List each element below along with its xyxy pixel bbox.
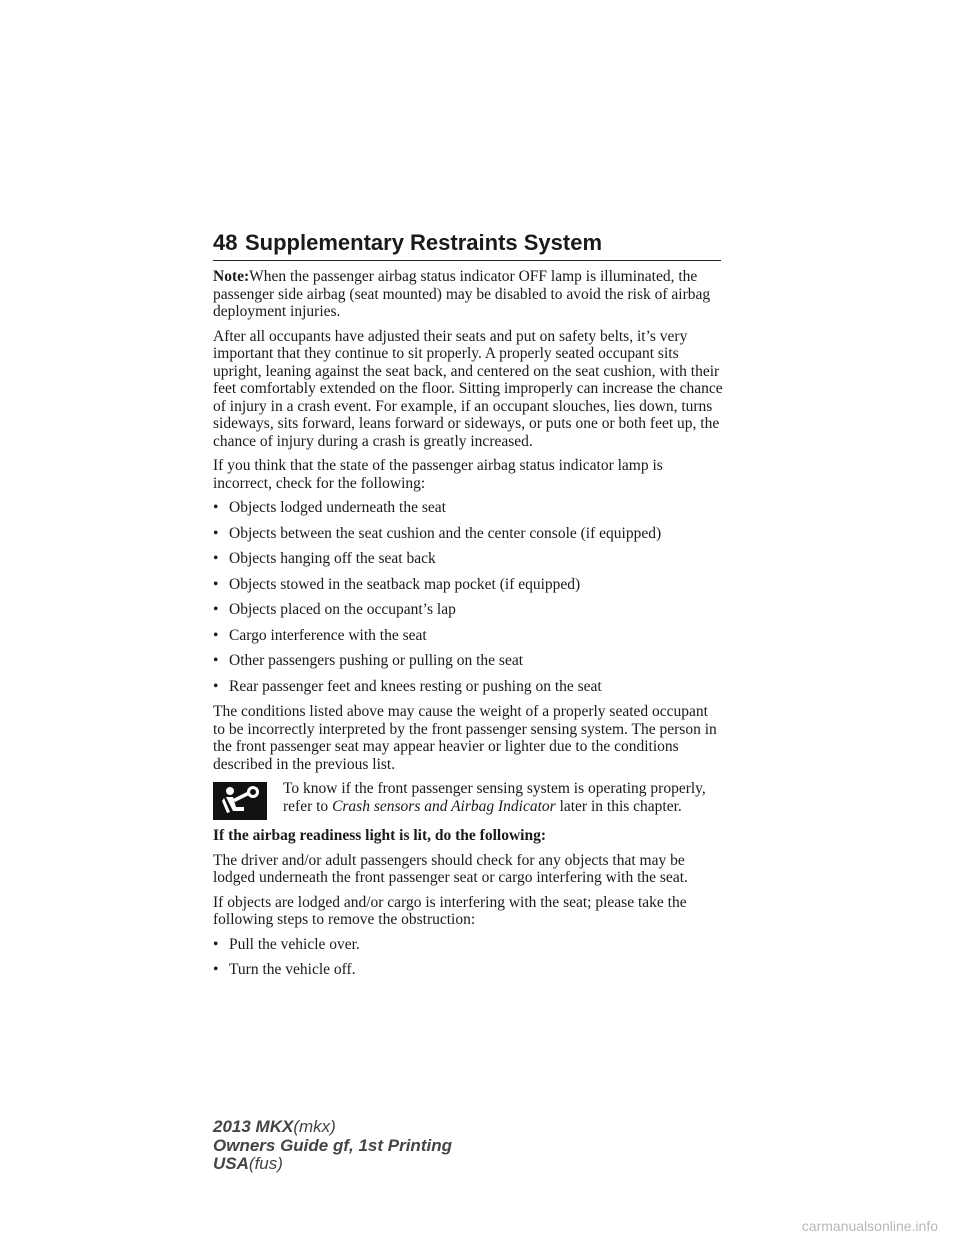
print-footer bbox=[213, 1118, 452, 1174]
list-item: • Pull the vehicle over. bbox=[213, 936, 723, 954]
note-label: Note: bbox=[213, 268, 250, 285]
note-paragraph bbox=[213, 268, 723, 321]
section-title: Supplementary Restraints System bbox=[245, 230, 603, 255]
footer-line-1: 2013 MKX(mkx) bbox=[213, 1117, 336, 1136]
footer-line-3: USA(fus) bbox=[213, 1154, 283, 1173]
list-item: • Cargo interference with the seat bbox=[213, 627, 723, 645]
check-objects-paragraph: The driver and/or adult passengers should check for any objects that may be lodged underneath the front passenger seat or cargo interfering with the seat. bbox=[213, 851, 688, 886]
checklist bbox=[213, 499, 723, 695]
footer-line-2: Owners Guide gf, 1st Printing bbox=[213, 1135, 452, 1155]
page-header bbox=[213, 228, 721, 261]
conditions-paragraph: The conditions listed above may cause the weight of a properly seated occupant to be incorrectly interpreted by the front passenger sensing system. The person in the front passenger seat may appear heavier or lighter due to the conditions described in the previous list. bbox=[213, 703, 717, 773]
readiness-heading: If the airbag readiness light is lit, do the following: bbox=[213, 827, 546, 844]
steps-intro-paragraph: If objects are lodged and/or cargo is interfering with the seat; please take the following steps to remove the obstruction: bbox=[213, 893, 687, 928]
list-item: • Objects between the seat cushion and the center console (if equipped) bbox=[213, 525, 723, 543]
list-item: • Objects lodged underneath the seat bbox=[213, 499, 723, 517]
icon-note bbox=[213, 780, 723, 820]
icon-note-text: To know if the front passenger sensing system is operating properly, refer to Crash sensors and Airbag Indicator later in this chapter. bbox=[283, 780, 706, 815]
list-item: • Objects placed on the occupant’s lap bbox=[213, 601, 723, 619]
page-number: 48 bbox=[213, 230, 238, 255]
list-item: • Turn the vehicle off. bbox=[213, 961, 723, 979]
watermark: carmanualsonline.info bbox=[801, 1218, 938, 1234]
airbag-indicator-icon bbox=[213, 782, 267, 820]
page-content bbox=[213, 268, 723, 987]
list-item: • Other passengers pushing or pulling on the seat bbox=[213, 652, 723, 670]
list-item: • Objects stowed in the seatback map pocket (if equipped) bbox=[213, 576, 723, 594]
note-text: When the passenger airbag status indicator OFF lamp is illuminated, the passenger side airbag (seat mounted) may be disabled to avoid the risk of airbag deployment injuries. bbox=[213, 268, 711, 320]
steps-list bbox=[213, 936, 723, 979]
check-intro-paragraph: If you think that the state of the passenger airbag status indicator lamp is incorrect, check for the following: bbox=[213, 457, 663, 492]
list-item: • Rear passenger feet and knees resting or pushing on the seat bbox=[213, 678, 723, 696]
seating-paragraph: After all occupants have adjusted their seats and put on safety belts, it’s very important that they continue to sit properly. A properly seated occupant sits upright, leaning against the seat back, and centered on the seat cushion, with their feet comfortably extended on the floor. Sitting improperly can increase the chance of injury in a crash event. For example, if an occupant slouches, lies down, turns sideways, sits forward, leans forward or sideways, or puts one or both feet up, the chance of injury during a crash is greatly increased. bbox=[213, 327, 723, 450]
cross-reference-link: Crash sensors and Airbag Indicator bbox=[332, 797, 556, 815]
list-item: • Objects hanging off the seat back bbox=[213, 550, 723, 568]
